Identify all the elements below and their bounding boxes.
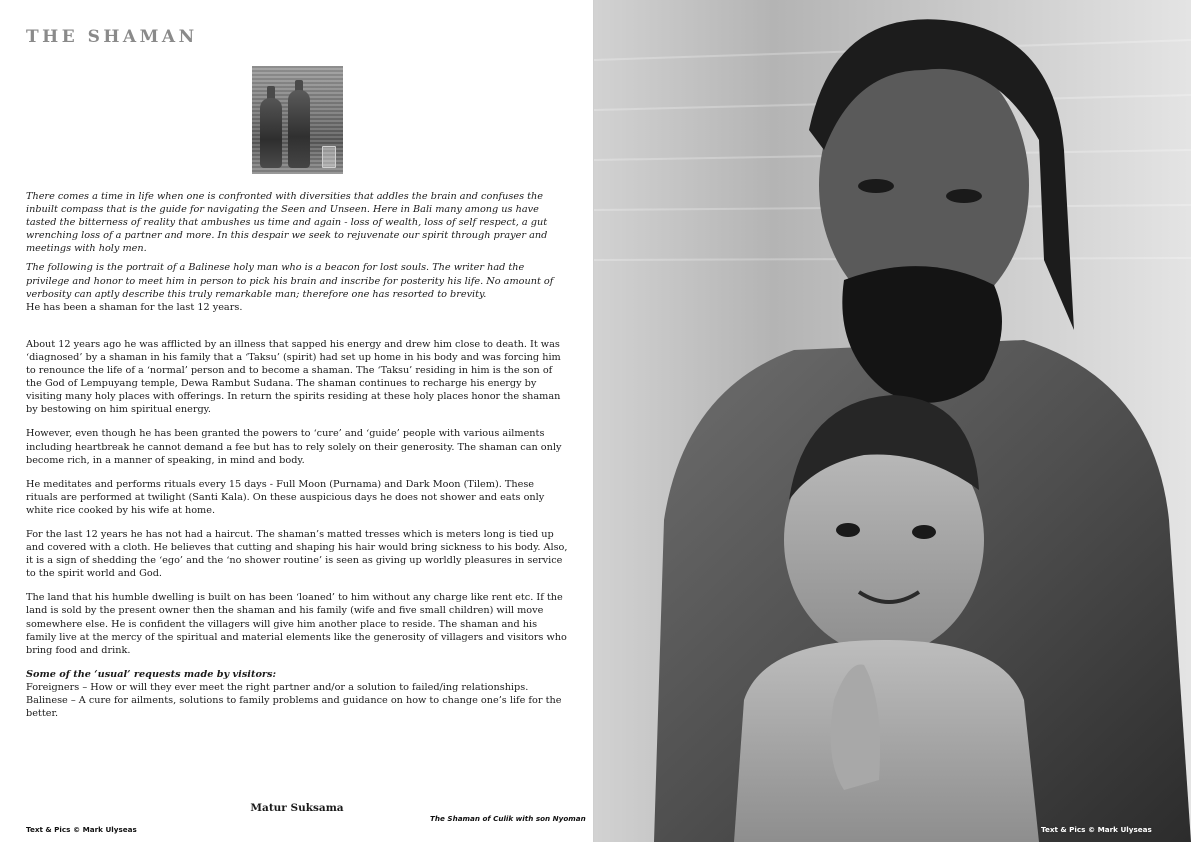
- requests-heading: Some of the ‘usual’ requests made by visitors:: [26, 668, 277, 680]
- request-item: Foreigners – How or will they ever meet the right partner and/or a solution to failed/ing relationships.: [26, 681, 529, 693]
- bottle: [260, 98, 282, 168]
- article-body: [26, 190, 568, 720]
- article-page: [0, 0, 593, 842]
- portrait-illustration: [594, 0, 1191, 842]
- body-paragraph: For the last 12 years he has not had a haircut. The shaman’s matted tresses which is meters long is tied up and covered with a cloth. He believes that cutting and shaping his hair would bring sickness to his body. Also, it is a sign of shedding the ‘ego’ and the ‘no shower routine’ is seen as giving up worldly pleasures in service to the spirit world and God.: [26, 528, 568, 580]
- body-paragraph: He meditates and performs rituals every 15 days - Full Moon (Purnama) and Dark Moon (Tilem). These rituals are performed at twilight (Santi Kala). On these auspicious days he does not shower and eats only white rice cooked by his wife at home.: [26, 478, 545, 516]
- intro-paragraph: He has been a shaman for the last 12 years.: [26, 301, 243, 313]
- credit-right: Text & Pics © Mark Ulyseas: [1041, 825, 1152, 834]
- intro-paragraph: The following is the portrait of a Balinese holy man who is a beacon for lost souls. The writer had the privilege and honor to meet him in person to pick his brain and inscribe for posterity his life. No amount of verbosity can aptly describe this truly remarkable man; therefore one has resorted to brevity.: [26, 262, 554, 300]
- body-paragraph: About 12 years ago he was afflicted by an illness that sapped his energy and drew him close to death. It was ‘diagnosed’ by a shaman in his family that a ‘Taksu’ (spirit) had set up home in his body and was forcing him to renounce the life of a ‘normal’ person and to become a shaman. The ‘Taksu’ residing in him is the son of the God of Lempuyang temple, Dewa Rambut Sudana. The shaman continues to recharge his energy by visiting many holy places with offerings. In return the spirits residing at these holy places honor the shaman by bestowing on him spiritual energy.: [26, 338, 561, 416]
- glass: [322, 146, 336, 168]
- shaman-portrait-photo: [594, 0, 1191, 842]
- request-item: Balinese – A cure for ailments, solutions to family problems and guidance on how to change one’s life for the better.: [26, 695, 562, 720]
- intro-paragraph: There comes a time in life when one is confronted with diversities that addles the brain and confuses the inbuilt compass that is the guide for navigating the Seen and Unseen. Here in Bali many among us have tasted the bitterness of reality that ambushes us time and again - loss of wealth, loss of self respect, a gut wrenching loss of a partner and more. In this despair we seek to rejuvenate our spirit through prayer and meetings with holy men.: [26, 191, 548, 255]
- body-paragraph: However, even though he has been granted the powers to ‘cure’ and ‘guide’ people with various ailments including heartbreak he cannot demand a fee but has to rely solely on their generosity. The shaman can only become rich, in a manner of speaking, in mind and body.: [26, 428, 562, 466]
- bottles-thumbnail-image: [252, 66, 343, 174]
- page-title: THE SHAMAN: [26, 27, 198, 47]
- photo-caption: The Shaman of Culik with son Nyoman: [430, 814, 586, 823]
- credit-left: Text & Pics © Mark Ulyseas: [26, 825, 137, 834]
- bottle: [288, 90, 310, 168]
- closing-line: Matur Suksama: [250, 802, 344, 814]
- body-paragraph: The land that his humble dwelling is built on has been ‘loaned’ to him without any charge like rent etc. If the land is sold by the present owner then the shaman and his family (wife and five small children) will move somewhere else. He is confident the villagers will give him another place to reside. The shaman and his family live at the mercy of the spiritual and material elements like the generosity of villagers and visitors who bring food and drink.: [26, 592, 567, 656]
